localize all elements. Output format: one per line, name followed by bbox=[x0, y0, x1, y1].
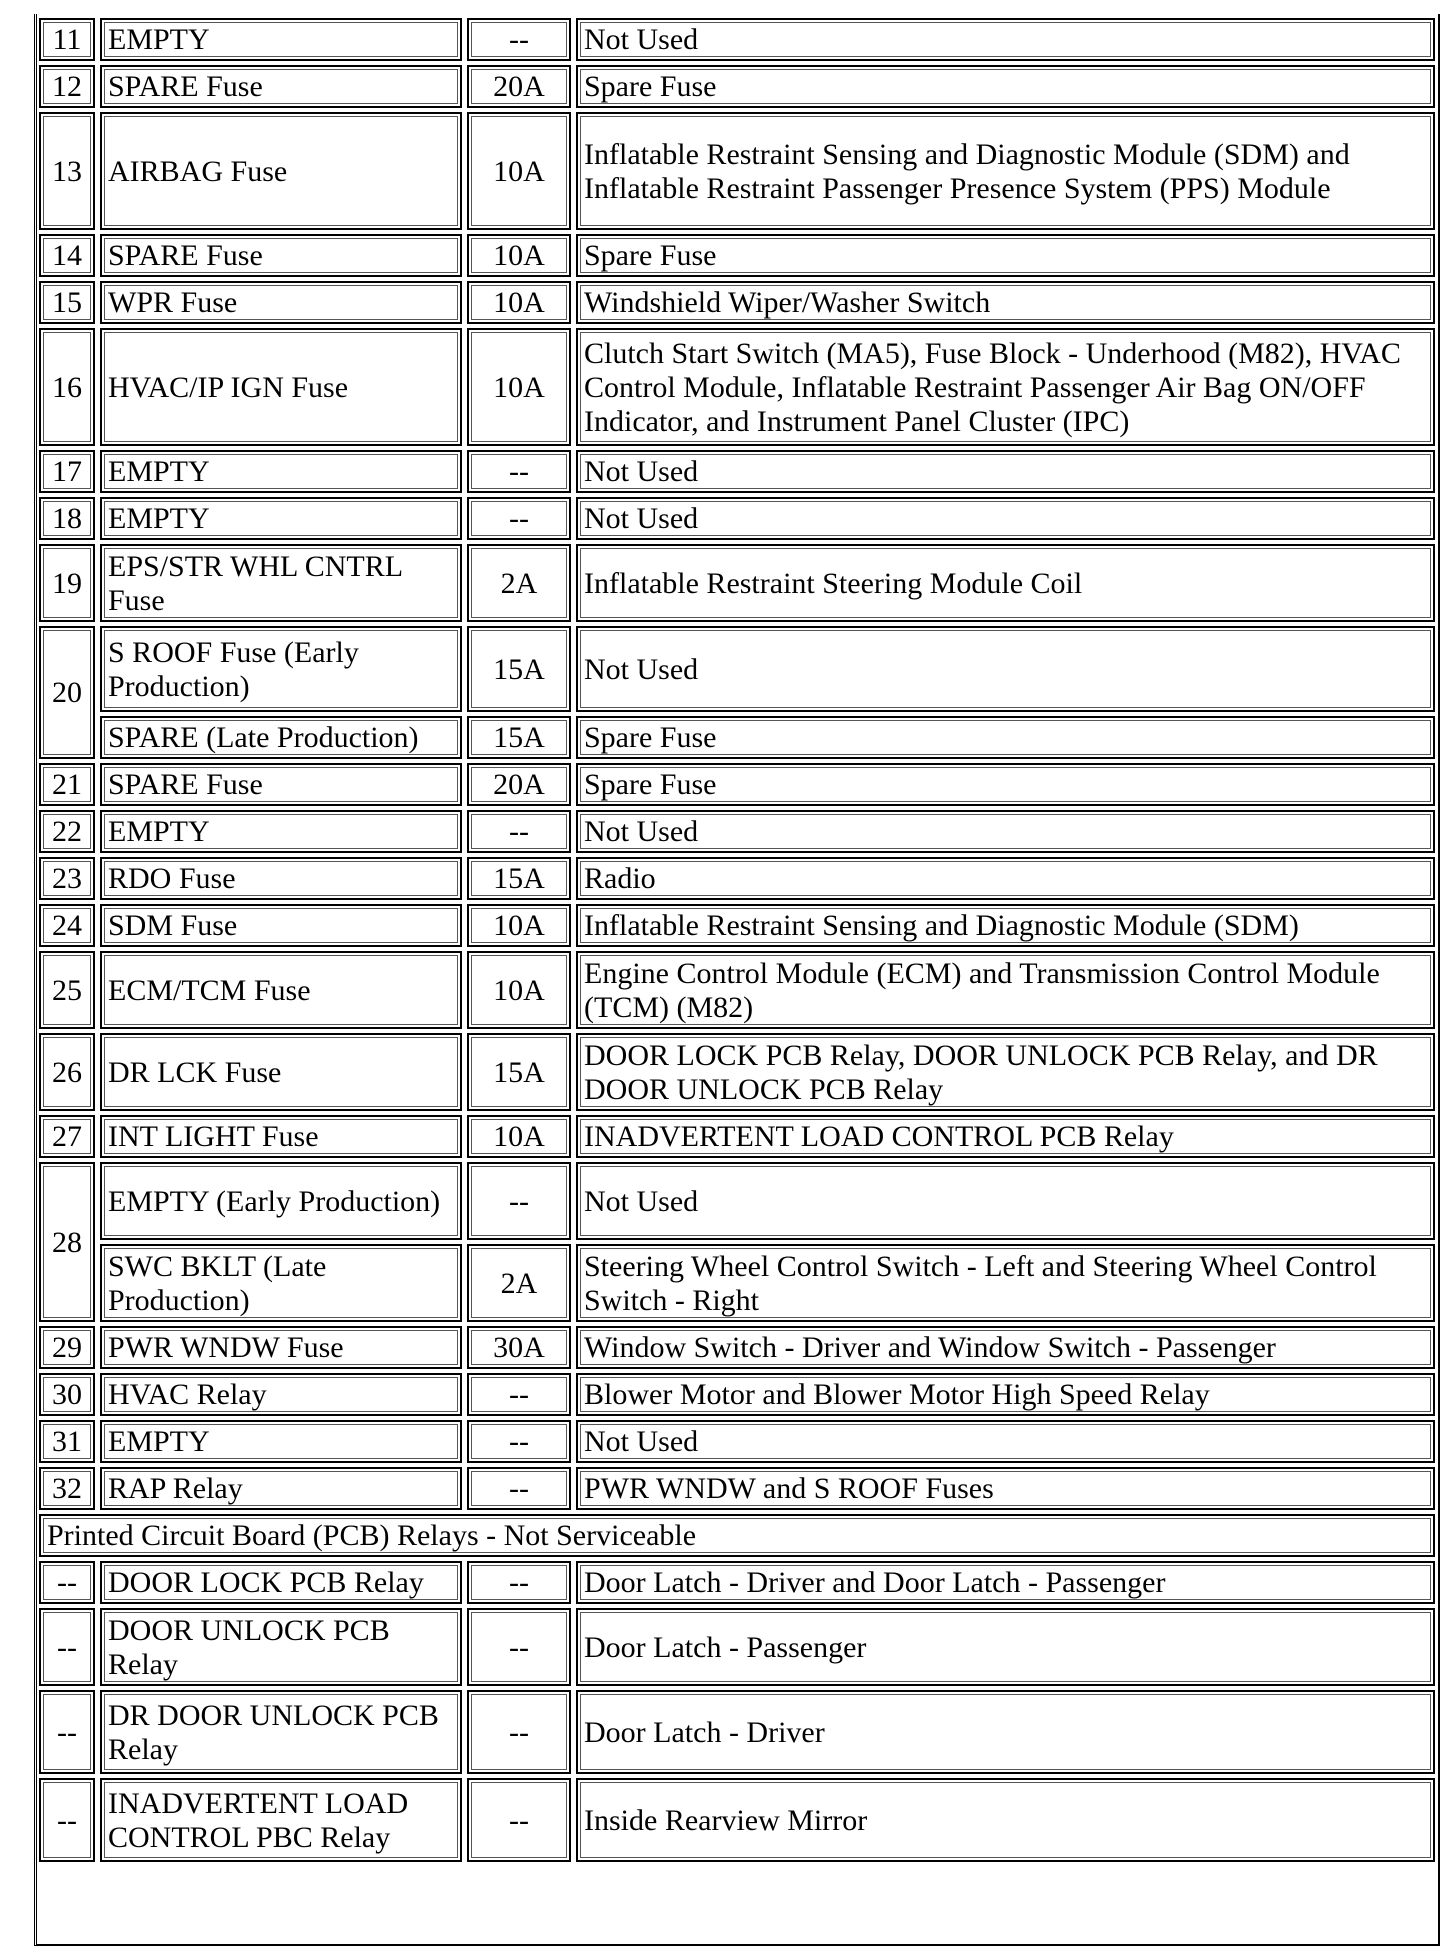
table-row bbox=[39, 328, 1435, 446]
circuit-usage: Window Switch - Driver and Window Switch - Passenger bbox=[576, 1326, 1435, 1369]
fuse-number: 22 bbox=[39, 810, 95, 853]
table-row bbox=[39, 1690, 1435, 1774]
relay-name: DOOR LOCK PCB Relay bbox=[100, 1561, 462, 1604]
fuse-rating: 10A bbox=[467, 234, 571, 277]
fuse-name: EMPTY bbox=[100, 497, 462, 540]
fuse-number: 15 bbox=[39, 281, 95, 324]
circuit-usage: Spare Fuse bbox=[576, 763, 1435, 806]
fuse-number: 18 bbox=[39, 497, 95, 540]
circuit-usage: Door Latch - Driver bbox=[576, 1690, 1435, 1774]
circuit-usage: Not Used bbox=[576, 626, 1435, 712]
table-row bbox=[39, 1326, 1435, 1369]
fuse-rating: -- bbox=[467, 1467, 571, 1510]
table-row bbox=[39, 626, 1435, 712]
fuse-rating: -- bbox=[467, 810, 571, 853]
fuse-name: SPARE Fuse bbox=[100, 234, 462, 277]
table-row bbox=[39, 1244, 1435, 1322]
fuse-number: 13 bbox=[39, 112, 95, 230]
table-row bbox=[39, 1561, 1435, 1604]
circuit-usage: Radio bbox=[576, 857, 1435, 900]
fuse-number: 30 bbox=[39, 1373, 95, 1416]
table-row bbox=[39, 497, 1435, 540]
fuse-rating: -- bbox=[467, 18, 571, 61]
table-row bbox=[39, 763, 1435, 806]
fuse-name: SPARE Fuse bbox=[100, 65, 462, 108]
relay-name: DR DOOR UNLOCK PCB Relay bbox=[100, 1690, 462, 1774]
fuse-number: 27 bbox=[39, 1115, 95, 1158]
circuit-usage: Not Used bbox=[576, 1162, 1435, 1240]
table-row bbox=[39, 1467, 1435, 1510]
relay-name: DOOR UNLOCK PCB Relay bbox=[100, 1608, 462, 1686]
fuse-number: 16 bbox=[39, 328, 95, 446]
relay-number: -- bbox=[39, 1561, 95, 1604]
fuse-name: EMPTY bbox=[100, 1420, 462, 1463]
table-row bbox=[39, 112, 1435, 230]
fuse-rating: -- bbox=[467, 497, 571, 540]
table-row bbox=[39, 1033, 1435, 1111]
fuse-name: EMPTY (Early Production) bbox=[100, 1162, 462, 1240]
circuit-usage: Inflatable Restraint Steering Module Coil bbox=[576, 544, 1435, 622]
circuit-usage: Not Used bbox=[576, 497, 1435, 540]
fuse-number: 23 bbox=[39, 857, 95, 900]
fuse-number: 14 bbox=[39, 234, 95, 277]
circuit-usage: DOOR LOCK PCB Relay, DOOR UNLOCK PCB Relay, and DR DOOR UNLOCK PCB Relay bbox=[576, 1033, 1435, 1111]
fuse-rating: 15A bbox=[467, 1033, 571, 1111]
table-row bbox=[39, 544, 1435, 622]
fuse-rating: 2A bbox=[467, 1244, 571, 1322]
fuse-name: SPARE Fuse bbox=[100, 763, 462, 806]
fuse-name: HVAC Relay bbox=[100, 1373, 462, 1416]
circuit-usage: Door Latch - Driver and Door Latch - Passenger bbox=[576, 1561, 1435, 1604]
table-row bbox=[39, 1373, 1435, 1416]
circuit-usage: Spare Fuse bbox=[576, 234, 1435, 277]
fuse-rating: 10A bbox=[467, 281, 571, 324]
fuse-rating: 10A bbox=[467, 112, 571, 230]
circuit-usage: Inside Rearview Mirror bbox=[576, 1778, 1435, 1862]
fuse-rating: 20A bbox=[467, 65, 571, 108]
fuse-rating: -- bbox=[467, 1162, 571, 1240]
circuit-usage: Not Used bbox=[576, 810, 1435, 853]
fuse-rating: 2A bbox=[467, 544, 571, 622]
relay-rating: -- bbox=[467, 1690, 571, 1774]
circuit-usage: Not Used bbox=[576, 1420, 1435, 1463]
fuse-rating: 10A bbox=[467, 328, 571, 446]
table-row bbox=[39, 1514, 1435, 1557]
fuse-rating: -- bbox=[467, 450, 571, 493]
circuit-usage: Clutch Start Switch (MA5), Fuse Block - Underhood (M82), HVAC Control Module, Inflatable Restraint Passenger Air Bag ON/OFF Indicator, and Instrument Panel Cluster (IPC) bbox=[576, 328, 1435, 446]
fuse-usage-table bbox=[34, 14, 1440, 1866]
fuse-number: 21 bbox=[39, 763, 95, 806]
circuit-usage: Spare Fuse bbox=[576, 716, 1435, 759]
circuit-usage: Spare Fuse bbox=[576, 65, 1435, 108]
circuit-usage: Engine Control Module (ECM) and Transmission Control Module (TCM) (M82) bbox=[576, 951, 1435, 1029]
fuse-name: RAP Relay bbox=[100, 1467, 462, 1510]
fuse-name: S ROOF Fuse (Early Production) bbox=[100, 626, 462, 712]
fuse-rating: -- bbox=[467, 1420, 571, 1463]
circuit-usage: INADVERTENT LOAD CONTROL PCB Relay bbox=[576, 1115, 1435, 1158]
table-row bbox=[39, 810, 1435, 853]
table-row bbox=[39, 716, 1435, 759]
fuse-rating: 10A bbox=[467, 1115, 571, 1158]
relay-name: INADVERTENT LOAD CONTROL PBC Relay bbox=[100, 1778, 462, 1862]
fuse-number: 19 bbox=[39, 544, 95, 622]
table-row bbox=[39, 1778, 1435, 1862]
circuit-usage: PWR WNDW and S ROOF Fuses bbox=[576, 1467, 1435, 1510]
circuit-usage: Not Used bbox=[576, 18, 1435, 61]
fuse-number: 28 bbox=[39, 1162, 95, 1322]
fuse-name: SDM Fuse bbox=[100, 904, 462, 947]
circuit-usage: Not Used bbox=[576, 450, 1435, 493]
fuse-name: INT LIGHT Fuse bbox=[100, 1115, 462, 1158]
fuse-name: HVAC/IP IGN Fuse bbox=[100, 328, 462, 446]
circuit-usage: Door Latch - Passenger bbox=[576, 1608, 1435, 1686]
relay-number: -- bbox=[39, 1690, 95, 1774]
pcb-section-heading: Printed Circuit Board (PCB) Relays - Not Serviceable bbox=[39, 1514, 1435, 1557]
relay-rating: -- bbox=[467, 1778, 571, 1862]
table-row bbox=[39, 904, 1435, 947]
fuse-number: 29 bbox=[39, 1326, 95, 1369]
fuse-rating: 15A bbox=[467, 626, 571, 712]
fuse-name: AIRBAG Fuse bbox=[100, 112, 462, 230]
table-row bbox=[39, 1115, 1435, 1158]
fuse-name: DR LCK Fuse bbox=[100, 1033, 462, 1111]
fuse-name: EMPTY bbox=[100, 18, 462, 61]
fuse-name: EMPTY bbox=[100, 810, 462, 853]
fuse-number: 25 bbox=[39, 951, 95, 1029]
table-row bbox=[39, 857, 1435, 900]
fuse-number: 11 bbox=[39, 18, 95, 61]
circuit-usage: Blower Motor and Blower Motor High Speed Relay bbox=[576, 1373, 1435, 1416]
relay-rating: -- bbox=[467, 1561, 571, 1604]
table-row bbox=[39, 1608, 1435, 1686]
circuit-usage: Inflatable Restraint Sensing and Diagnostic Module (SDM) and Inflatable Restraint Passenger Presence System (PPS) Module bbox=[576, 112, 1435, 230]
circuit-usage: Inflatable Restraint Sensing and Diagnostic Module (SDM) bbox=[576, 904, 1435, 947]
fuse-number: 26 bbox=[39, 1033, 95, 1111]
fuse-name: EPS/STR WHL CNTRL Fuse bbox=[100, 544, 462, 622]
fuse-name: WPR Fuse bbox=[100, 281, 462, 324]
table-row bbox=[39, 18, 1435, 61]
fuse-name: RDO Fuse bbox=[100, 857, 462, 900]
relay-number: -- bbox=[39, 1778, 95, 1862]
fuse-rating: 10A bbox=[467, 951, 571, 1029]
circuit-usage: Steering Wheel Control Switch - Left and Steering Wheel Control Switch - Right bbox=[576, 1244, 1435, 1322]
circuit-usage: Windshield Wiper/Washer Switch bbox=[576, 281, 1435, 324]
fuse-rating: 30A bbox=[467, 1326, 571, 1369]
table-row bbox=[39, 281, 1435, 324]
fuse-number: 24 bbox=[39, 904, 95, 947]
relay-number: -- bbox=[39, 1608, 95, 1686]
fuse-name: SWC BKLT (Late Production) bbox=[100, 1244, 462, 1322]
fuse-name: PWR WNDW Fuse bbox=[100, 1326, 462, 1369]
fuse-number: 20 bbox=[39, 626, 95, 759]
fuse-rating: 20A bbox=[467, 763, 571, 806]
fuse-number: 12 bbox=[39, 65, 95, 108]
fuse-name: SPARE (Late Production) bbox=[100, 716, 462, 759]
fuse-rating: 15A bbox=[467, 857, 571, 900]
fuse-number: 17 bbox=[39, 450, 95, 493]
fuse-number: 31 bbox=[39, 1420, 95, 1463]
table-row bbox=[39, 1162, 1435, 1240]
fuse-number: 32 bbox=[39, 1467, 95, 1510]
table-row bbox=[39, 450, 1435, 493]
fuse-rating: 10A bbox=[467, 904, 571, 947]
relay-rating: -- bbox=[467, 1608, 571, 1686]
table-row bbox=[39, 951, 1435, 1029]
fuse-rating: -- bbox=[467, 1373, 571, 1416]
table-row bbox=[39, 65, 1435, 108]
fuse-name: ECM/TCM Fuse bbox=[100, 951, 462, 1029]
table-row bbox=[39, 234, 1435, 277]
fuse-name: EMPTY bbox=[100, 450, 462, 493]
fuse-rating: 15A bbox=[467, 716, 571, 759]
table-row bbox=[39, 1420, 1435, 1463]
